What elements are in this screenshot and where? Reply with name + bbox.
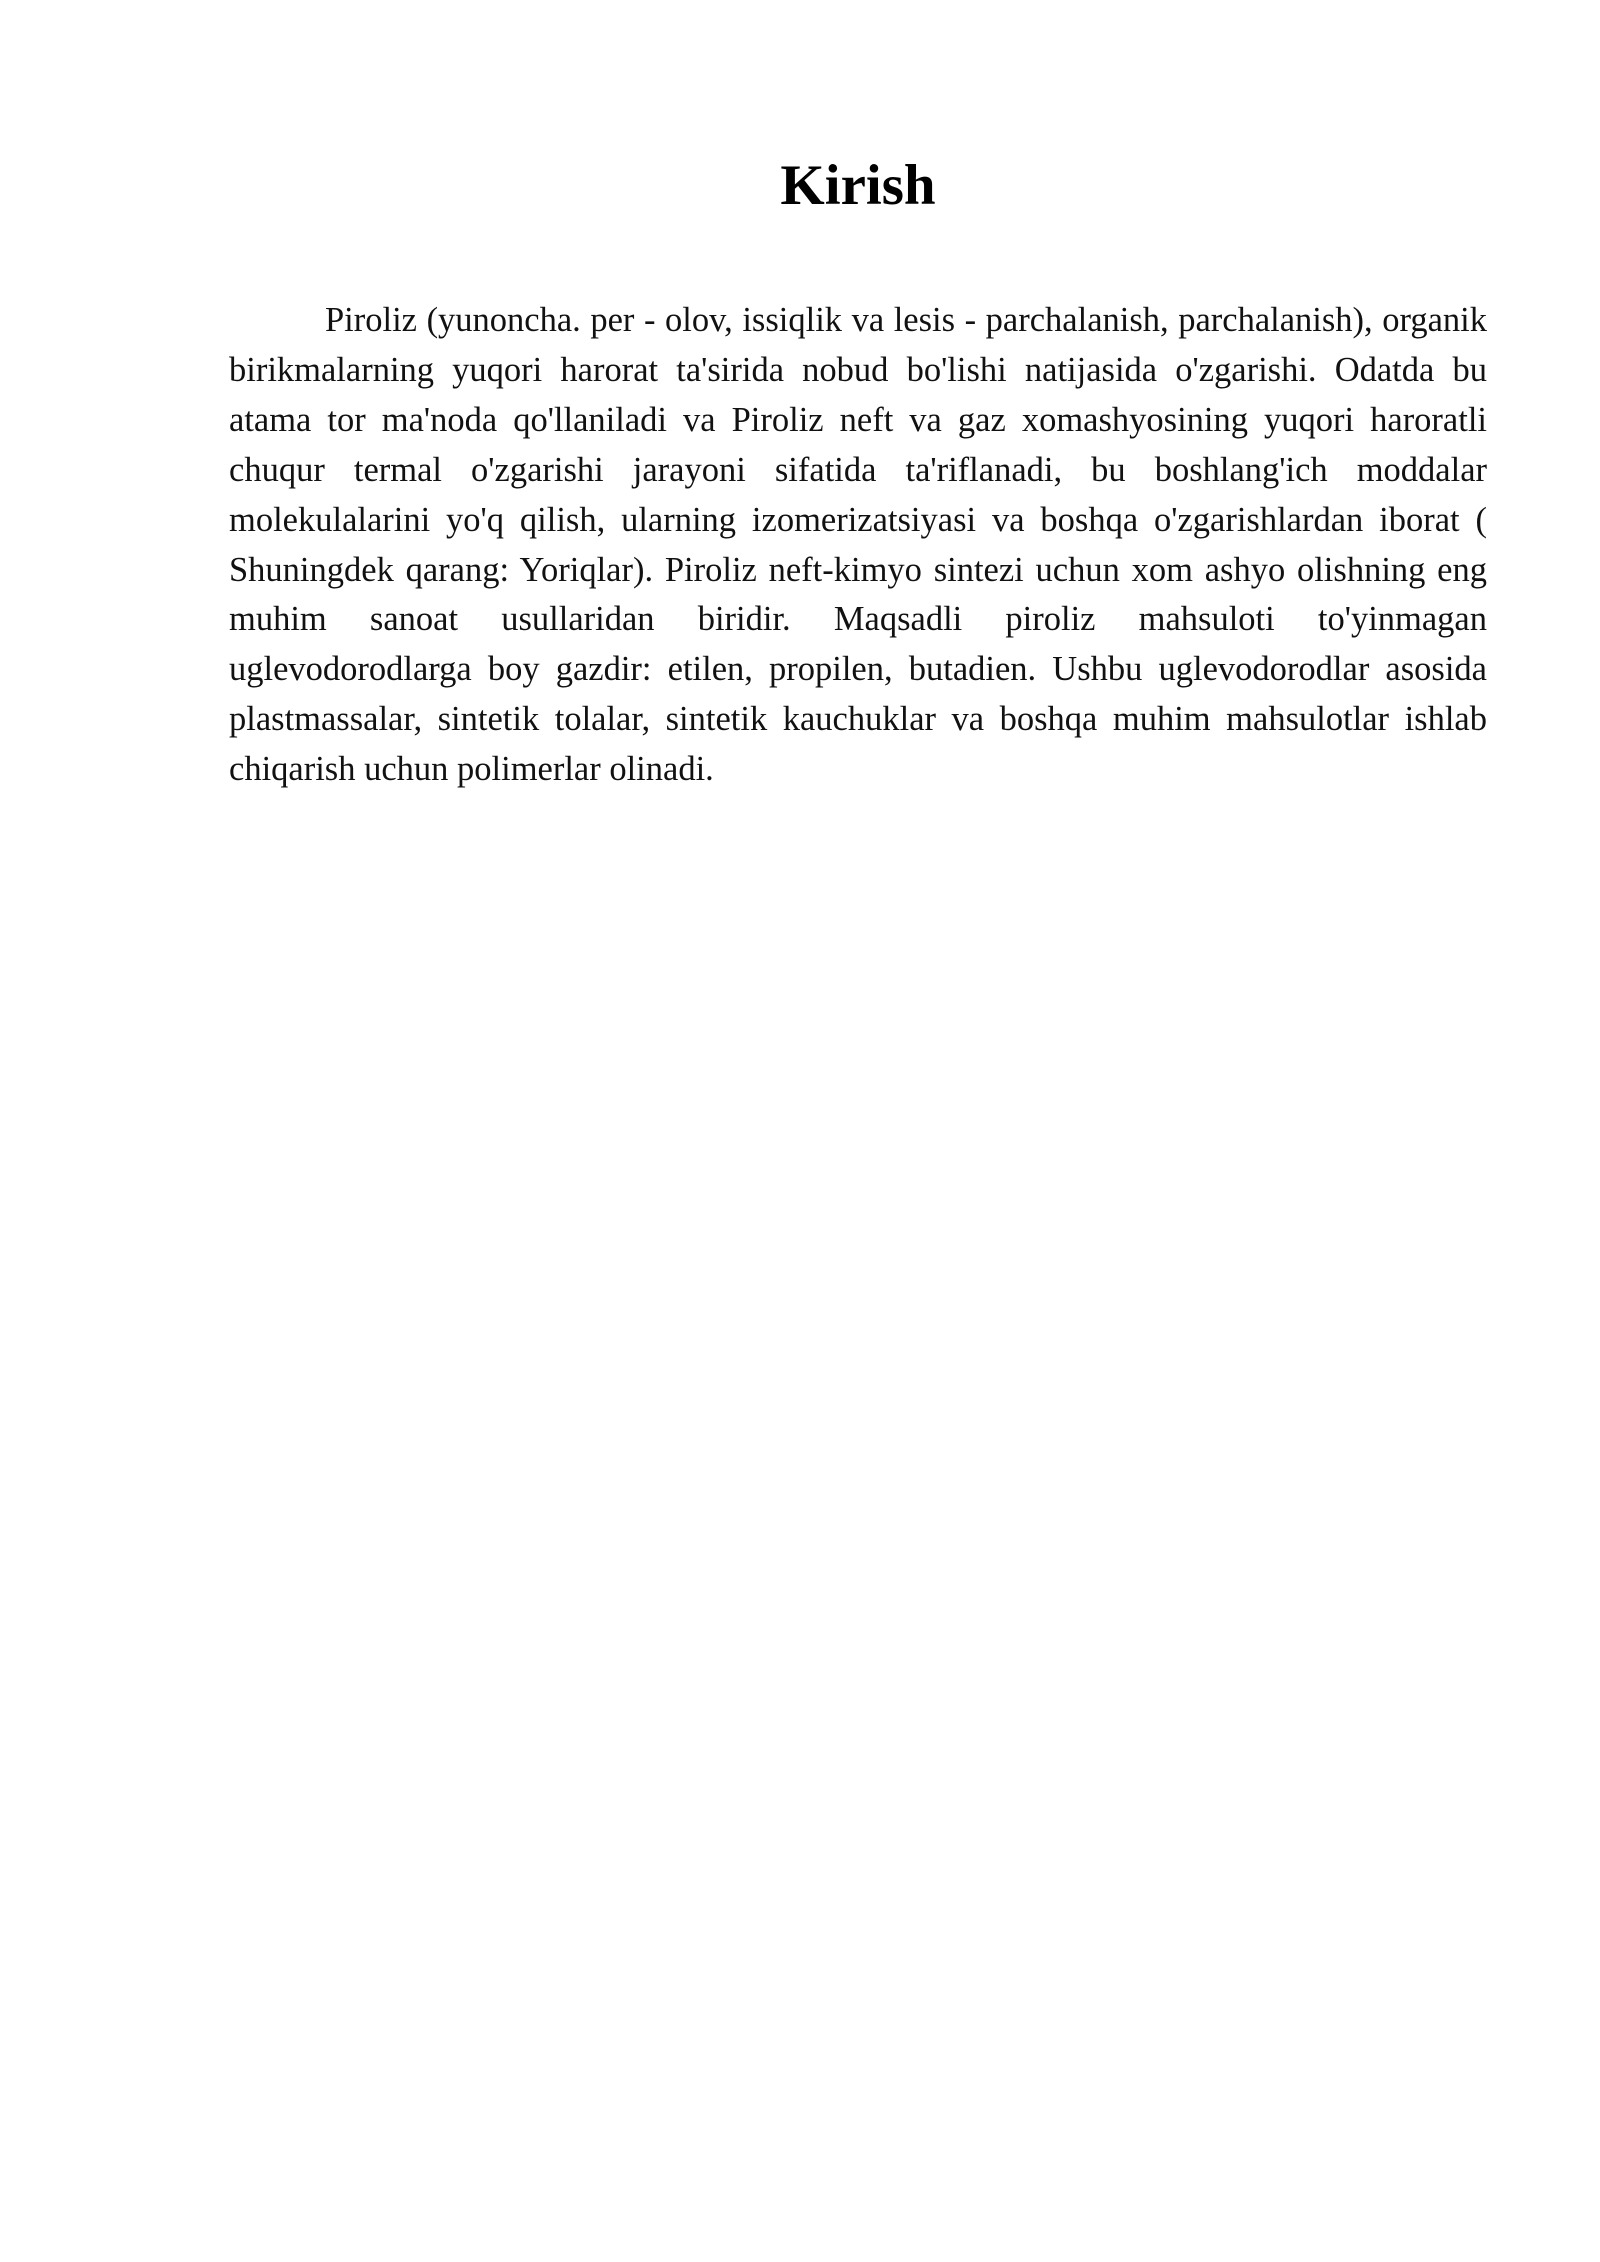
body-paragraph: Piroliz (yunoncha. per - olov, issiqlik va lesis - parchalanish, parchalanish), organik birikmalarning yuqori harorat ta'sirida nobud bo'lishi natijasida o'zgarishi. Odatda bu atama tor ma'noda qo'llaniladi va Piroliz neft va gaz xomashyosining yuqori haroratli chuqur termal o'zgarishi jarayoni sifatida ta'riflanadi, bu boshlang'ich moddalar molekulalarini yo'q qilish, ularning izomerizatsiyasi va boshqa o'zgarishlardan iborat ( Shuningdek qarang: Yoriqlar). Piroliz neft-kimyo sintezi uchun xom ashyo olishning eng muhim sanoat usullaridan biridir. Maqsadli piroliz mahsuloti to'yinmagan uglevodorodlarga boy gazdir: etilen, propilen, butadien. Ushbu uglevodorodlar asosida plastmassalar, sintetik tolalar, sintetik kauchuklar va boshqa muhim mahsulotlar ishlab chiqarish uchun polimerlar olinadi. [229, 301, 1487, 789]
page-title: Kirish [780, 154, 936, 217]
